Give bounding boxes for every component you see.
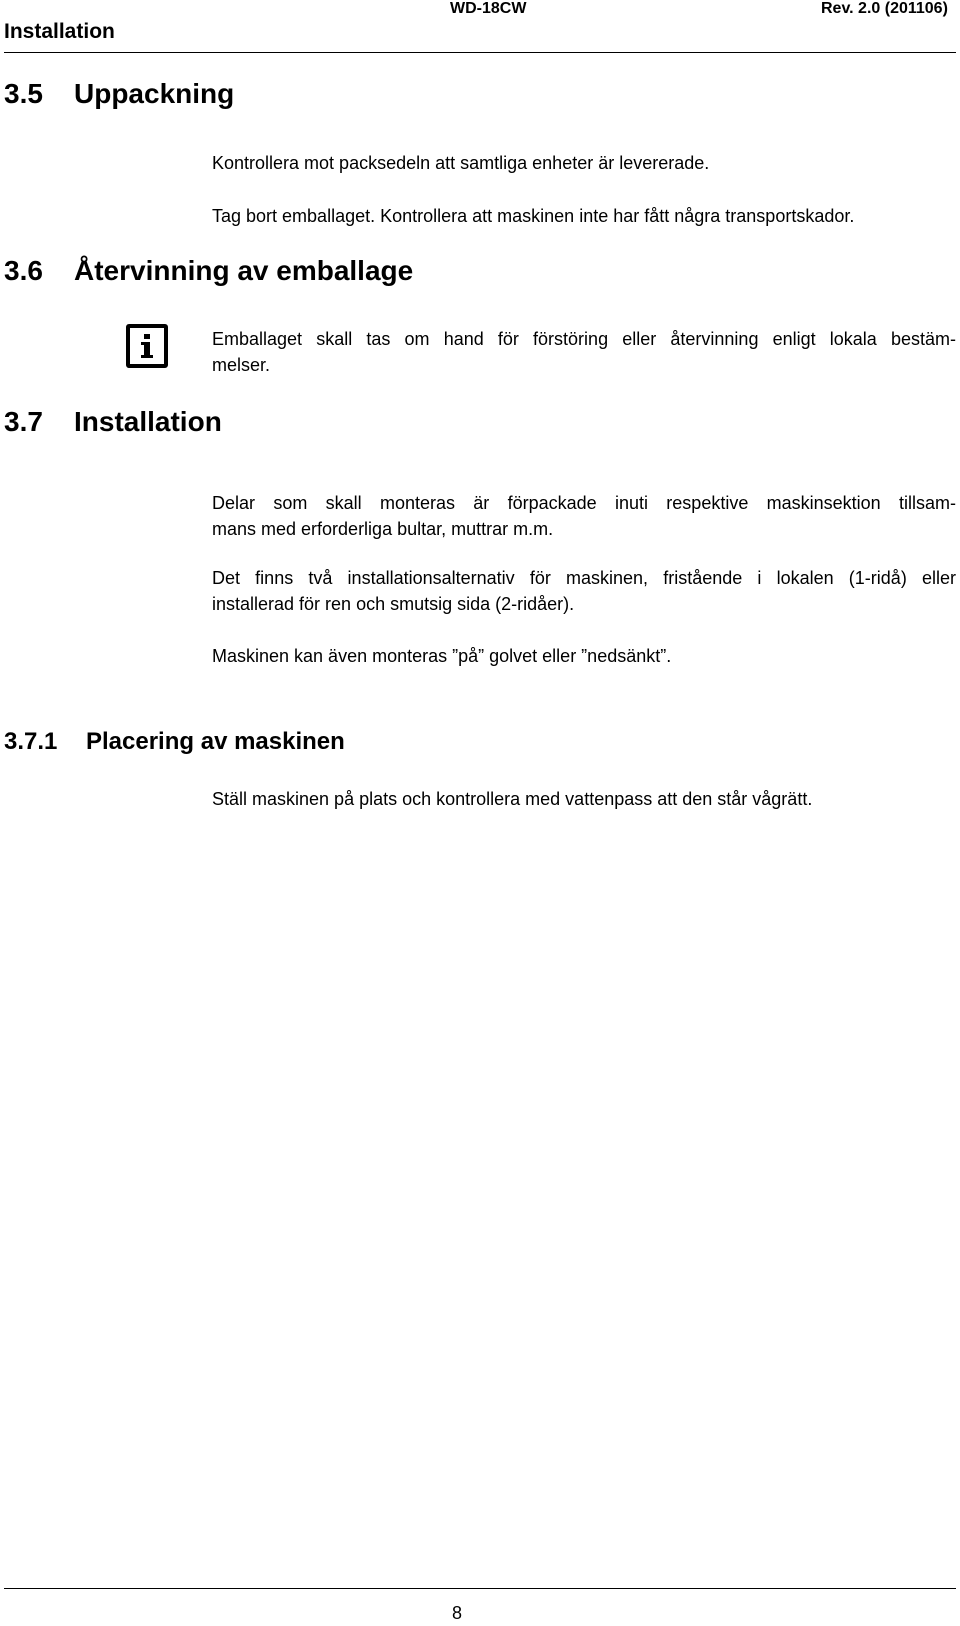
heading-3-7 (4, 406, 222, 438)
info-icon (126, 324, 168, 368)
page-number: 8 (452, 1603, 463, 1623)
text-line: Emballaget skall tas om hand för förstöring eller återvinning enligt lokala bestäm- (212, 329, 956, 349)
heading-3-5 (4, 78, 234, 110)
running-header-model: WD-18CW (450, 0, 527, 17)
heading-title: Återvinning av emballage (74, 255, 414, 286)
heading-title: Placering av maskinen (86, 728, 345, 755)
heading-title: Installation (74, 406, 222, 437)
heading-3-7-1 (4, 728, 345, 756)
paragraph-3-5-1: Kontrollera mot packsedeln att samtliga enheter är levererade. (212, 153, 710, 173)
heading-number: 3.7 (4, 406, 43, 437)
paragraph-3-6-note (212, 326, 956, 378)
heading-number: 3.7.1 (4, 728, 58, 755)
header-divider (4, 52, 956, 53)
heading-3-6 (4, 255, 413, 287)
footer-divider (4, 1588, 956, 1589)
paragraph-3-7-1 (212, 490, 956, 542)
text-line: mans med erforderliga bultar, muttrar m.m. (212, 519, 554, 539)
paragraph-3-7-1-1: Ställ maskinen på plats och kontrollera med vattenpass att den står vågrätt. (212, 789, 813, 809)
paragraph-3-5-2: Tag bort emballaget. Kontrollera att maskinen inte har fått några transportskador. (212, 206, 855, 226)
paragraph-3-7-3: Maskinen kan även monteras ”på” golvet eller ”nedsänkt”. (212, 646, 672, 666)
heading-number: 3.5 (4, 78, 43, 109)
heading-number: 3.6 (4, 255, 43, 286)
running-header-section: Installation (4, 20, 115, 43)
running-header-revision: Rev. 2.0 (201106) (821, 0, 948, 17)
paragraph-3-7-2 (212, 565, 956, 617)
text-line: Delar som skall monteras är förpackade inuti respektive maskinsektion tillsam- (212, 493, 956, 513)
text-line: installerad för ren och smutsig sida (2-ridåer). (212, 594, 575, 614)
heading-title: Uppackning (74, 78, 235, 109)
text-line: Det finns två installationsalternativ för maskinen, fristående i lokalen (1-ridå) eller (212, 568, 956, 588)
text-line: melser. (212, 355, 271, 375)
